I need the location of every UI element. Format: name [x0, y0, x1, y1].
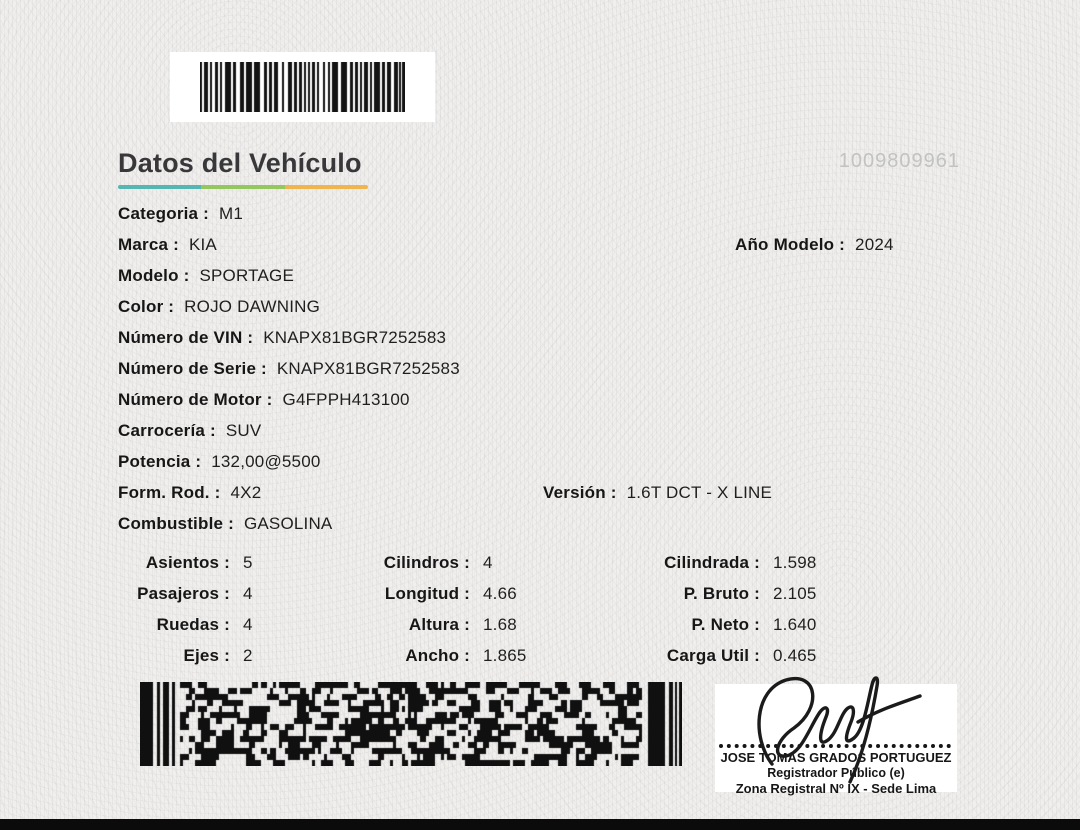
spec-value: 5 [243, 552, 253, 572]
field-value: KIA [188, 234, 217, 254]
field-row-vin [118, 322, 460, 353]
spec-label: Cilindrada : [664, 552, 760, 572]
field-row-modelo [118, 260, 460, 291]
underline-green-segment [201, 185, 284, 189]
signatory-name: JOSE TOMAS GRADOS PORTUGUEZ [720, 750, 952, 765]
underline-orange-segment [285, 185, 368, 189]
scan-edge-bar [0, 819, 1080, 830]
field-label: Carrocería : [118, 420, 216, 440]
spec-value: 2.105 [773, 583, 817, 603]
signature-dotted-line [719, 744, 951, 748]
spec-label: P. Bruto : [683, 583, 760, 603]
vehicle-fields-list [118, 198, 460, 539]
spec-label: Asientos : [145, 552, 230, 572]
spec-row-ancho [290, 640, 527, 671]
field-label: Modelo : [118, 265, 190, 285]
top-barcode-icon [200, 62, 405, 112]
field-value: 132,00@5500 [211, 451, 321, 471]
spec-row-asientos [60, 547, 253, 578]
spec-value: 4 [483, 552, 493, 572]
field-row-potencia [118, 446, 460, 477]
spec-row-p-neto [578, 609, 817, 640]
spec-label: P. Neto : [691, 614, 760, 634]
spec-column-3 [578, 547, 817, 671]
field-value: KNAPX81BGR7252583 [263, 327, 447, 347]
field-row-anio-modelo [735, 229, 894, 260]
field-row-color [118, 291, 460, 322]
field-label: Número de Serie : [118, 358, 267, 378]
spec-value: 1.598 [773, 552, 817, 572]
field-label: Combustible : [118, 513, 234, 533]
field-value: KNAPX81BGR7252583 [276, 358, 460, 378]
signatory-role: Registrador Público (e) [767, 766, 905, 780]
signatory-zone: Zona Registral Nº IX - Sede Lima [735, 781, 937, 796]
page-title: Datos del Vehículo [118, 148, 362, 178]
spec-value: 1.640 [773, 614, 817, 634]
top-barcode-panel [170, 52, 435, 122]
field-label: Número de Motor : [118, 389, 273, 409]
spec-value: 1.68 [483, 614, 517, 634]
field-value: ROJO DAWNING [184, 296, 321, 316]
registrar-signature-block [715, 684, 957, 796]
field-row-categoria [118, 198, 460, 229]
spec-row-carga-util [578, 640, 817, 671]
spec-label: Carga Util : [666, 645, 760, 665]
field-value: SPORTAGE [199, 265, 294, 285]
field-label: Categoria : [118, 203, 209, 223]
spec-value: 1.865 [483, 645, 527, 665]
spec-row-altura [290, 609, 527, 640]
field-row-serie [118, 353, 460, 384]
field-row-carroceria [118, 415, 460, 446]
field-value: 4X2 [230, 482, 262, 502]
underline-teal-segment [118, 185, 201, 189]
field-row-marca [118, 229, 460, 260]
field-label: Año Modelo : [735, 234, 846, 254]
spec-row-ruedas [60, 609, 253, 640]
bottom-barcode-pdf417-icon [140, 682, 682, 766]
field-value: GASOLINA [243, 513, 333, 533]
spec-value: 0.465 [773, 645, 817, 665]
spec-row-longitud [290, 578, 527, 609]
spec-label: Cilindros : [383, 552, 470, 572]
field-value: M1 [219, 203, 244, 223]
field-row-combustible [118, 508, 460, 539]
field-label: Potencia : [118, 451, 202, 471]
spec-column-2 [290, 547, 527, 671]
title-underline [118, 185, 368, 189]
field-label: Color : [118, 296, 175, 316]
spec-value: 4.66 [483, 583, 517, 603]
field-row-motor [118, 384, 460, 415]
spec-row-cilindrada [578, 547, 817, 578]
field-label: Versión : [543, 482, 617, 502]
spec-label: Ruedas : [156, 614, 230, 634]
document-serial-number: 1009809961 [838, 150, 960, 172]
field-value: 1.6T DCT - X LINE [626, 482, 773, 502]
spec-label: Ancho : [405, 645, 470, 665]
spec-row-pasajeros [60, 578, 253, 609]
spec-value: 2 [243, 645, 253, 665]
spec-label: Ejes : [183, 645, 230, 665]
spec-row-cilindros [290, 547, 527, 578]
spec-row-ejes [60, 640, 253, 671]
spec-column-1 [60, 547, 253, 671]
field-label: Form. Rod. : [118, 482, 221, 502]
field-row-version [543, 477, 772, 508]
field-value: SUV [225, 420, 262, 440]
spec-row-p-bruto [578, 578, 817, 609]
spec-label: Longitud : [384, 583, 470, 603]
field-label: Marca : [118, 234, 179, 254]
spec-value: 4 [243, 614, 253, 634]
field-value: 2024 [855, 234, 894, 254]
signatory-text [715, 750, 957, 796]
spec-value: 4 [243, 583, 253, 603]
spec-label: Pasajeros : [137, 583, 230, 603]
field-row-form-rod [118, 477, 460, 508]
spec-label: Altura : [408, 614, 470, 634]
field-label: Número de VIN : [118, 327, 254, 347]
field-value: G4FPPH413100 [282, 389, 410, 409]
